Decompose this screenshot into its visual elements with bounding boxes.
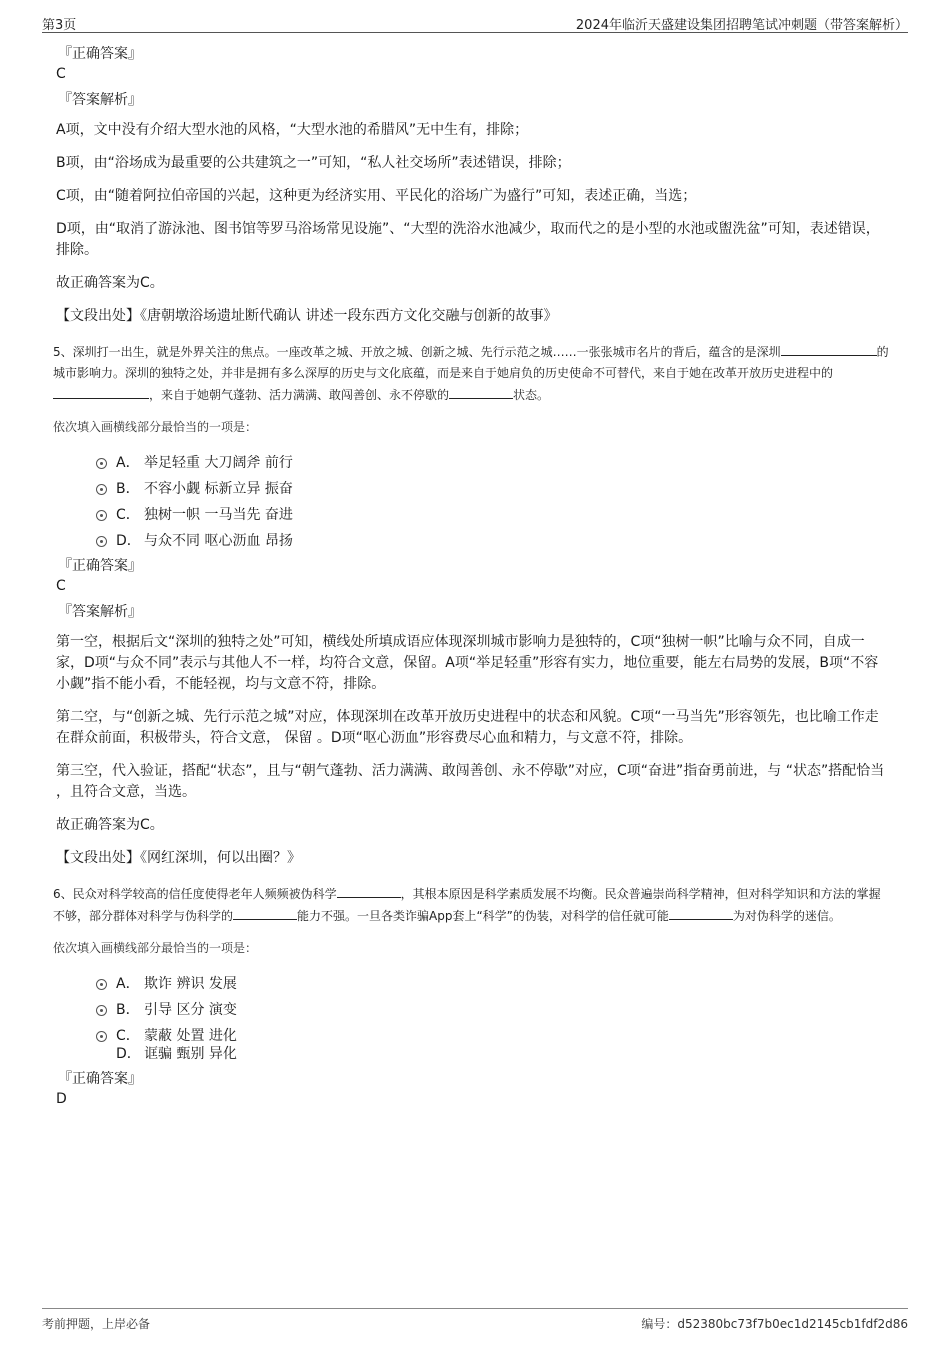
correct-answer-tag: 『正确答案』 — [58, 558, 142, 574]
option-a[interactable]: A． 举足轻重 大刀阔斧 前行 — [96, 452, 892, 478]
option-c[interactable]: C． 独树一帜 一马当先 奋进 — [96, 504, 892, 530]
radio-icon[interactable] — [96, 458, 107, 469]
question-stem: 5、深圳打一出生，就是外界关注的焦点。一座改革之城、开放之城、创新之城、先行示范之城……一张张城市名片的背后，蕴含的是深圳 的城市影响力。深圳的独特之处，并非是拥有多么深厚的历史与文化底蕴，而是来自于她肩负的历史使命不可替代，来自于她在改革开放历史进程中的，来自于她朝气蓬勃、活力满满、敢闯善创、永不停歇的 状态。 — [53, 341, 892, 406]
analysis-paragraph: 第三空，代入验证，搭配“状态”，且与“朝气蓬勃、活力满满、敢闯善创、永不停歇”对应，C项“奋进”指奋勇前进，与 “状态”搭配恰当 ，且符合文意，当选。 — [56, 763, 885, 800]
page-content — [53, 44, 892, 1115]
analysis-conclusion: 故正确答案为C。 — [56, 275, 164, 291]
correct-answer: C — [56, 66, 66, 82]
fill-blank — [53, 384, 149, 399]
radio-icon[interactable] — [96, 1005, 107, 1016]
radio-icon[interactable] — [96, 510, 107, 521]
fill-blank — [449, 384, 513, 399]
option-d[interactable]: D． 与众不同 呕心沥血 昂扬 — [96, 530, 892, 556]
option-list — [96, 973, 892, 1069]
analysis-paragraph: C项，由“随着阿拉伯帝国的兴起，这种更为经济实用、平民化的浴场广为盛行”可知，表述正确，当选； — [56, 188, 697, 204]
correct-answer: C — [56, 578, 66, 594]
analysis-paragraph: A项，文中没有介绍大型水池的风格，“大型水池的希腊风”无中生有，排除； — [56, 122, 529, 138]
question-stem: 6、民众对科学较高的信任度使得老年人频频被伪科学 ，其根本原因是科学素质发展不均衡。民众普遍崇尚科学精神，但对科学知识和方法的掌握不够，部分群体对科学与伪科学的 能力不强。一旦各类诈骗App套上“科学”的伪装，对科学的信任就可能 为对伪科学的迷信。 — [53, 883, 892, 927]
analysis-paragraph: 第一空，根据后文“深圳的独特之处”可知，横线处所填成语应体现深圳城市影响力是独特的，C项“独树一帜”比喻与众不同，自成一家，D项“与众不同”表示与其他人不一样，均符合文意，保留。A项“举足轻重”形容有实力，地位重要，能左右局势的发展，B项“不容小觑”指不能小看，不能轻视，均与文意不符，排除。 — [56, 634, 879, 692]
source-citation: 【文段出处】《网红深圳，何以出圈？》 — [56, 850, 301, 866]
fill-blank — [781, 341, 877, 356]
footer-slogan: 考前押题，上岸必备 — [42, 1317, 151, 1331]
fill-blank — [233, 905, 297, 920]
option-b[interactable]: B． 引导 区分 演变 — [96, 999, 892, 1025]
analysis-tag: 『答案解析』 — [58, 92, 142, 108]
fill-blank — [669, 905, 733, 920]
radio-icon[interactable] — [96, 536, 107, 547]
option-b[interactable]: B． 不容小觑 标新立异 振奋 — [96, 478, 892, 504]
option-list — [96, 452, 892, 556]
question-prompt: 依次填入画横线部分最恰当的一项是： — [53, 420, 258, 434]
analysis-paragraph: D项，由“取消了游泳池、图书馆等罗马浴场常见设施”、“大型的洗浴水池减少，取而代之的是小型的水池或盥洗盆”可知，表述错误，排除。 — [56, 221, 880, 258]
radio-icon[interactable] — [96, 484, 107, 495]
doc-title: 2024年临沂天盛建设集团招聘笔试冲刺题（带答案解析） — [575, 18, 908, 33]
page-footer — [42, 1308, 908, 1339]
analysis-conclusion: 故正确答案为C。 — [56, 817, 164, 833]
radio-icon[interactable] — [96, 979, 107, 990]
question-prompt: 依次填入画横线部分最恰当的一项是： — [53, 941, 258, 955]
document-id: 编号：d52380bc73f7b0ec1d2145cb1fdf2d86 — [641, 1317, 908, 1331]
analysis-tag: 『答案解析』 — [58, 604, 142, 620]
correct-answer-tag: 『正确答案』 — [58, 1071, 142, 1087]
correct-answer-tag: 『正确答案』 — [58, 46, 142, 62]
option-d[interactable]: D． 诓骗 甄别 异化 — [116, 1046, 237, 1062]
option-a[interactable]: A． 欺诈 辨识 发展 — [96, 973, 892, 999]
correct-answer: D — [56, 1091, 67, 1107]
page-header — [42, 10, 908, 33]
fill-blank — [337, 883, 401, 898]
option-c[interactable]: C． 蒙蔽 处置 进化 — [96, 1025, 892, 1043]
radio-icon[interactable] — [96, 1031, 107, 1042]
analysis-paragraph: B项，由“浴场成为最重要的公共建筑之一”可知，“私人社交场所”表述错误，排除； — [56, 155, 571, 171]
analysis-paragraph: 第二空，与“创新之城、先行示范之城”对应，体现深圳在改革开放历史进程中的状态和风貌。C项“一马当先”形容领先，也比喻工作走在群众前面，积极带头，符合文意， 保留 。D项“呕心沥血”形容费尽心血和精力，与文意不符，排除。 — [56, 709, 879, 746]
page-number: 第3页 — [42, 18, 77, 33]
source-citation: 【文段出处】《唐朝墩浴场遗址断代确认 讲述一段东西方文化交融与创新的故事》 — [56, 308, 558, 324]
